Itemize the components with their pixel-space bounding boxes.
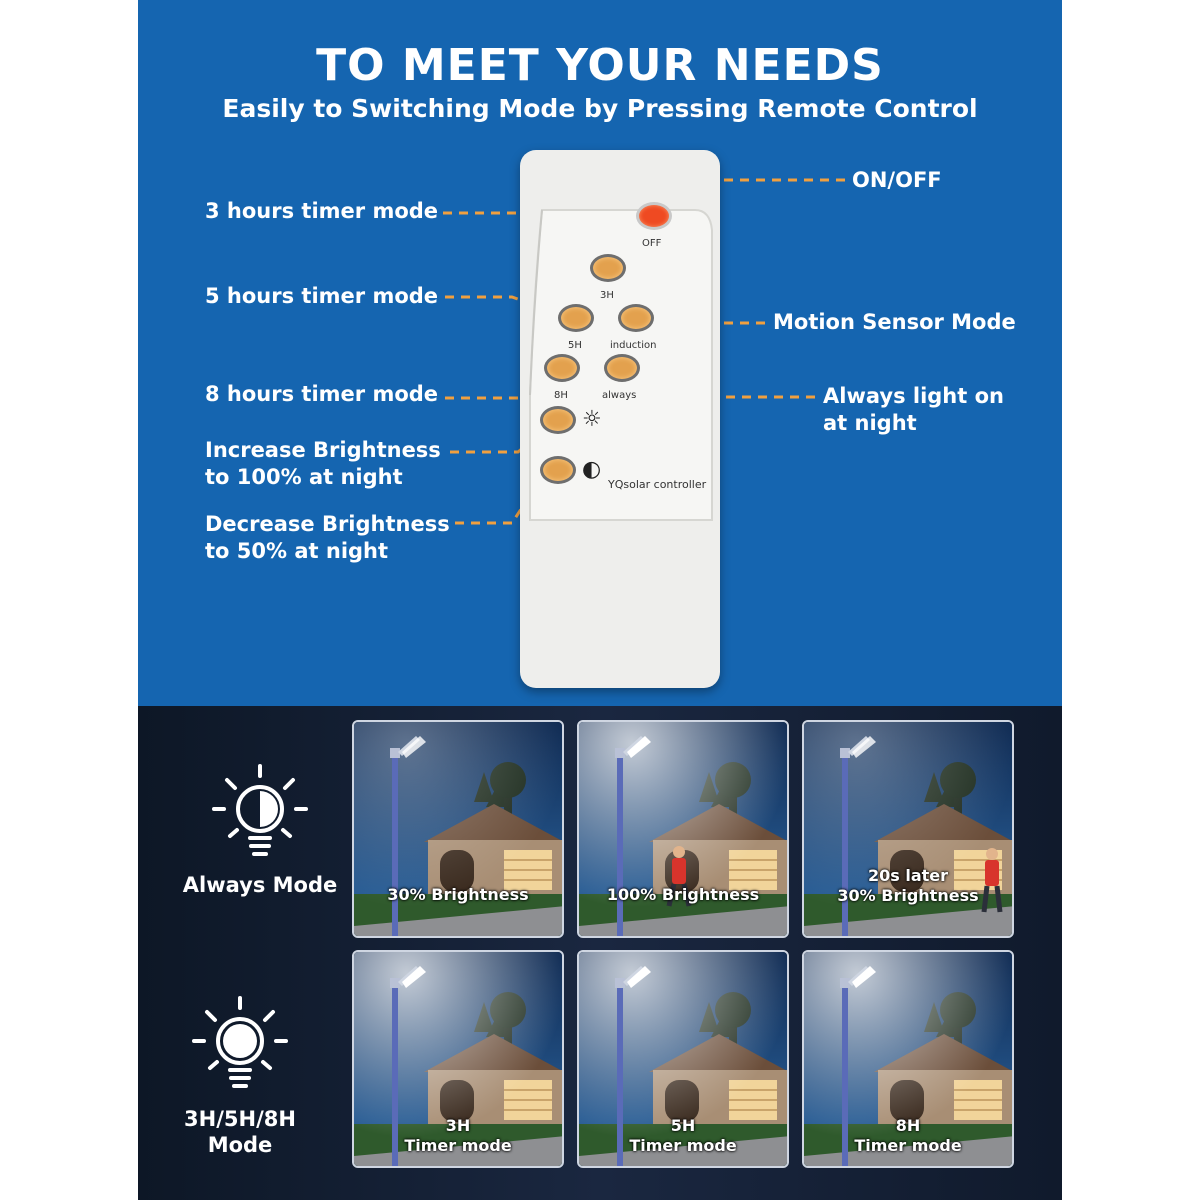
scene-always-after-20s — [802, 720, 1014, 938]
scene-timer-8h — [802, 950, 1014, 1168]
induction-button[interactable] — [618, 304, 654, 332]
always-on-label: always — [602, 390, 637, 401]
label-always-light — [823, 383, 1004, 437]
page-subtitle: Easily to Switching Mode by Pressing Remote Control — [222, 94, 978, 123]
label-increase-line2: to 100% at night — [205, 465, 403, 489]
timer-8h-label: 8H — [554, 390, 568, 401]
power-button[interactable] — [636, 202, 672, 230]
scene-timer-3h — [352, 950, 564, 1168]
label-always-line2: at night — [823, 411, 917, 435]
induction-label: induction — [610, 340, 657, 351]
scene-caption-line1: 8H — [895, 1116, 921, 1135]
street-scene-image — [579, 722, 789, 938]
scene-caption — [804, 1116, 1012, 1156]
always-on-button[interactable] — [604, 354, 640, 382]
remote-control — [520, 150, 720, 688]
scene-caption: 100% Brightness — [606, 885, 760, 904]
scene-always-bright — [577, 720, 789, 938]
label-on-off: ON/OFF — [852, 168, 942, 192]
timer-5h-label: 5H — [568, 340, 582, 351]
scene-caption-line2: Timer mode — [404, 1136, 512, 1155]
label-increase-line1: Increase Brightness — [205, 438, 441, 462]
label-increase-brightness — [205, 437, 441, 491]
scene-caption-line1: 3H — [445, 1116, 471, 1135]
scene-caption — [804, 866, 1012, 906]
scene-caption-line1: 20s later — [867, 866, 949, 885]
sun-outline-icon: ☼ — [582, 407, 602, 432]
scene-always-dim — [352, 720, 564, 938]
timer-mode-title-line1: 3H/5H/8H — [184, 1107, 296, 1131]
timer-3h-button[interactable] — [590, 254, 626, 282]
half-sun-icon: ◐ — [582, 457, 602, 482]
label-8h-timer: 8 hours timer mode — [205, 382, 439, 406]
label-decrease-brightness — [205, 511, 450, 565]
label-decrease-line2: to 50% at night — [205, 539, 389, 563]
scene-caption — [354, 1116, 562, 1156]
label-3h-timer: 3 hours timer mode — [205, 199, 439, 223]
street-scene-image — [354, 722, 564, 938]
scene-timer-5h — [577, 950, 789, 1168]
remote-brand-label: YQsolar controller — [608, 478, 707, 491]
label-always-line1: Always light on — [823, 384, 1004, 408]
brightness-up-button[interactable] — [540, 406, 576, 434]
label-5h-timer: 5 hours timer mode — [205, 284, 439, 308]
label-motion-sensor: Motion Sensor Mode — [773, 310, 1016, 334]
scene-caption — [579, 1116, 787, 1156]
scene-caption-line2: Timer mode — [854, 1136, 962, 1155]
brightness-down-button[interactable] — [540, 456, 576, 484]
scene-caption-line2: Timer mode — [629, 1136, 737, 1155]
full-bulb-icon — [190, 994, 290, 1094]
page-title: TO MEET YOUR NEEDS — [316, 40, 884, 91]
timer-5h-button[interactable] — [558, 304, 594, 332]
always-mode-title: Always Mode — [182, 873, 338, 897]
timer-mode-title — [160, 1106, 320, 1158]
scene-caption-line2: 30% Brightness — [837, 886, 979, 905]
half-bulb-icon — [210, 762, 310, 862]
power-label: OFF — [642, 238, 662, 249]
timer-8h-button[interactable] — [544, 354, 580, 382]
timer-mode-title-line2: Mode — [207, 1133, 273, 1157]
label-decrease-line1: Decrease Brightness — [205, 512, 450, 536]
scene-caption: 30% Brightness — [387, 885, 529, 904]
scene-caption-line1: 5H — [670, 1116, 696, 1135]
timer-3h-label: 3H — [600, 290, 614, 301]
